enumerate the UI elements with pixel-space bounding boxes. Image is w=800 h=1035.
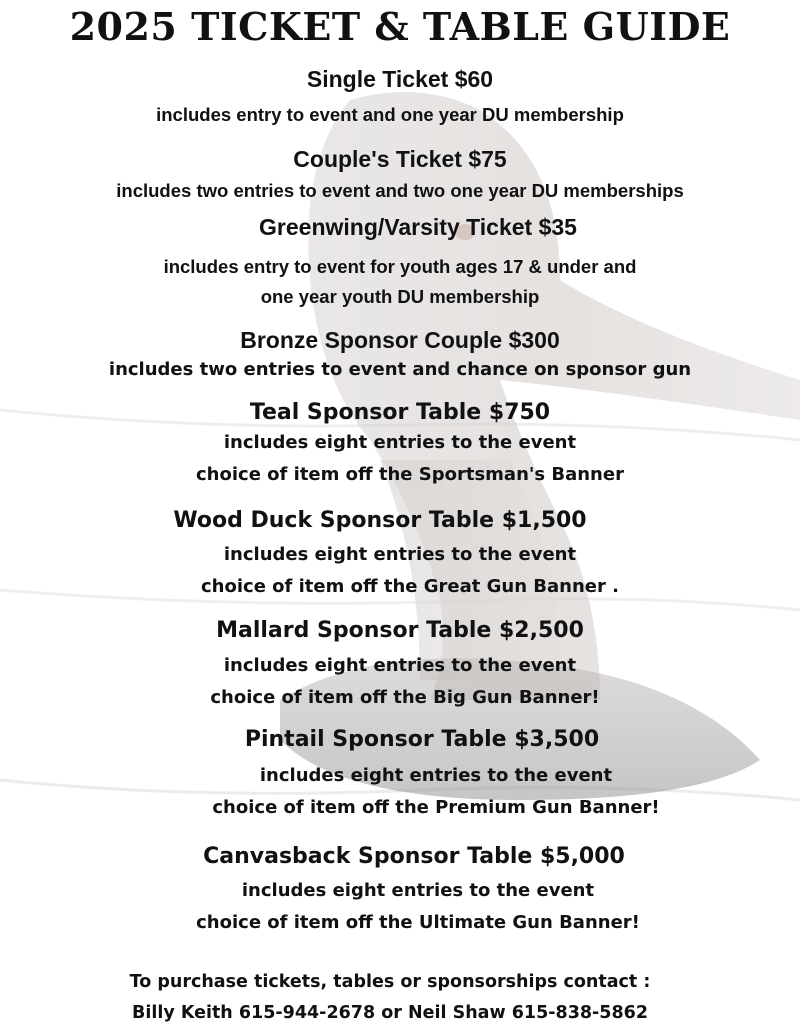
ticket-heading-single: Single Ticket $60 bbox=[306, 66, 494, 92]
ticket-heading-teal: Teal Sponsor Table $750 bbox=[249, 400, 551, 425]
ticket-desc-mallard-1: includes eight entries to the event bbox=[223, 655, 577, 676]
contact-line-2: Billy Keith 615-944-2678 or Neil Shaw 615-838-5862 bbox=[131, 1003, 649, 1023]
ticket-desc-pintail-2: choice of item off the Premium Gun Banner! bbox=[212, 797, 660, 818]
contact-line-1: To purchase tickets, tables or sponsorships contact : bbox=[129, 972, 651, 992]
ticket-heading-pintail: Pintail Sponsor Table $3,500 bbox=[244, 727, 600, 752]
ticket-desc-wood-duck-1: includes eight entries to the event bbox=[223, 544, 577, 565]
ticket-heading-mallard: Mallard Sponsor Table $2,500 bbox=[216, 618, 584, 643]
ticket-desc-couple: includes two entries to event and two one year DU memberships bbox=[116, 180, 684, 201]
ticket-desc-teal-2: choice of item off the Sportsman's Banner bbox=[196, 464, 624, 485]
ticket-heading-canvasback: Canvasback Sponsor Table $5,000 bbox=[203, 844, 625, 869]
ticket-desc-single: includes entry to event and one year DU membership bbox=[156, 104, 624, 125]
ticket-desc-teal-1: includes eight entries to the event bbox=[223, 432, 577, 453]
ticket-heading-greenwing: Greenwing/Varsity Ticket $35 bbox=[259, 214, 577, 240]
page-title: 2025 TICKET & TABLE GUIDE bbox=[69, 4, 731, 49]
ticket-desc-mallard-2: choice of item off the Big Gun Banner! bbox=[210, 687, 600, 708]
ticket-desc-canvasback-2: choice of item off the Ultimate Gun Banner! bbox=[196, 912, 640, 933]
ticket-desc-greenwing-1: includes entry to event for youth ages 17 & under and bbox=[163, 256, 637, 277]
ticket-desc-pintail-1: includes eight entries to the event bbox=[259, 765, 613, 786]
ticket-desc-bronze: includes two entries to event and chance on sponsor gun bbox=[108, 359, 692, 380]
ticket-desc-canvasback-1: includes eight entries to the event bbox=[241, 880, 595, 901]
ticket-heading-wood-duck: Wood Duck Sponsor Table $1,500 bbox=[173, 508, 587, 533]
ticket-heading-bronze: Bronze Sponsor Couple $300 bbox=[240, 327, 560, 353]
ticket-heading-couple: Couple's Ticket $75 bbox=[293, 146, 507, 172]
ticket-desc-greenwing-2: one year youth DU membership bbox=[260, 286, 540, 307]
ticket-desc-wood-duck-2: choice of item off the Great Gun Banner . bbox=[201, 576, 619, 597]
